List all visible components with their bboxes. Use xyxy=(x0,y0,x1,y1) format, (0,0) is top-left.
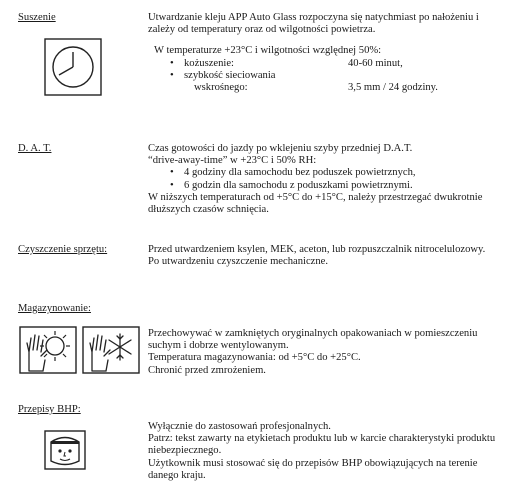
magazynowanie-content xyxy=(148,328,508,377)
magazynowanie-line-1: Przechowywać w zamkniętych oryginalnych opakowaniach w pomieszczeniu suchym i dobrze wentylowanym. xyxy=(148,328,478,352)
bhp-line-3: Użytkownik musi stosować się do przepisów BHP obowiązujących na terenie danego kraju. xyxy=(148,457,478,481)
list-item: • szybkość sieciowania wskrośnego: 3,5 mm / 24 godziny. xyxy=(160,70,508,94)
suszenie-content xyxy=(148,12,508,94)
dat-content xyxy=(148,143,508,216)
hand-sun-icon xyxy=(19,326,77,374)
section-label-suszenie: Suszenie xyxy=(18,12,56,23)
bhp-line-1: Wyłącznie do zastosowań profesjonalnych. xyxy=(148,421,331,432)
czyszczenie-line-1: Przed utwardzeniem ksylen, MEK, aceton, lub rozpuszczalnik nitrocelulozowy. xyxy=(148,244,486,255)
czyszczenie-content xyxy=(148,244,508,268)
list-item: • 6 godzin dla samochodu z poduszkami powietrznymi. xyxy=(160,180,508,192)
list-item: • kożuszenie: 40-60 minut, xyxy=(160,58,508,70)
czyszczenie-line-2: Po utwardzeniu czyszczenie mechaniczne. xyxy=(148,256,329,268)
section-label-dat: D. A. T. xyxy=(18,143,52,154)
dat-intro-2: “drive-away-time” w +23°C i 50% RH: xyxy=(148,155,317,167)
section-label-czyszczenie: Czyszczenie sprzętu: xyxy=(18,244,108,255)
section-label-bhp: Przepisy BHP: xyxy=(18,404,81,415)
magazynowanie-line-2: Temperatura magazynowania: od +5°C do +25°C. xyxy=(148,352,361,364)
bhp-line-2: Patrz: tekst zawarty na etykietach produktu lub w karcie charakterystyki produktu niebezpiecznego. xyxy=(148,433,496,457)
dat-list xyxy=(148,167,508,191)
suszenie-list xyxy=(148,58,508,95)
clock-icon xyxy=(44,38,102,96)
dat-intro-1: Czas gotowości do jazdy po wklejeniu szyby przedniej D.A.T. xyxy=(148,143,413,154)
list-item: • 4 godziny dla samochodu bez poduszek powietrznych, xyxy=(160,167,508,179)
bhp-content xyxy=(148,421,508,482)
face-shield-icon xyxy=(44,430,86,470)
hand-snowflake-icon xyxy=(82,326,140,374)
dat-note: W niższych temperaturach od +5°C do +15°C, należy przestrzegać dwukrotnie dłuższych czasów schnięcia. xyxy=(148,191,483,216)
suszenie-conditions: W temperaturze +23°C i wilgotności względnej 50%: xyxy=(154,45,382,57)
section-label-magazynowanie: Magazynowanie: xyxy=(18,303,91,314)
suszenie-intro: Utwardzanie kleju APP Auto Glass rozpoczyna się natychmiast po nałożeniu i zależy od temperatury oraz od wilgotności powietrza. xyxy=(148,12,479,36)
magazynowanie-line-3: Chronić przed zmrożeniem. xyxy=(148,364,266,376)
